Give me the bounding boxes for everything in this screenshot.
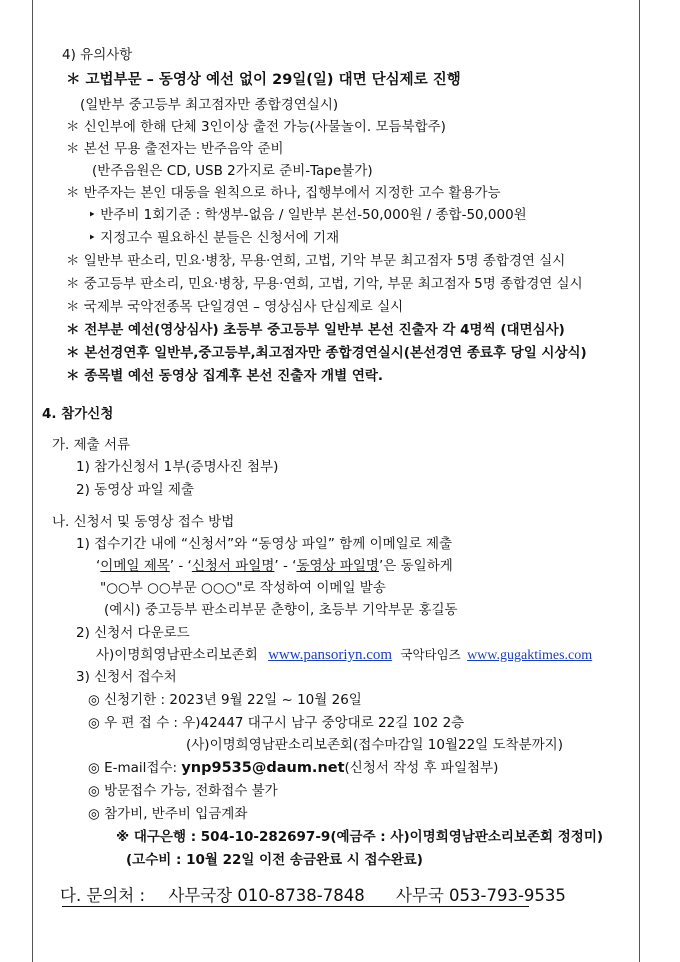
naming-quote: ‘ [96,558,101,574]
notes-heading: 4) 유의사항 [62,47,133,63]
mail-address: ◎ 우 편 접 수 : 우)42447 대구시 남구 중앙대로 22길 102 2층 [88,715,465,731]
naming-separator: ’ - ‘ [169,558,192,574]
office-head-phone: 사무국장 010-8738-7848 [168,886,365,905]
visit-info: ◎ 방문접수 가능, 전화접수 불가 [88,783,278,799]
deadline: ◎ 신청기한 : 2023년 9월 22일 ~ 10월 26일 [88,692,362,708]
note-item: (반주음원은 CD, USB 2가지로 준비-Tape불가) [92,163,373,179]
download-org: 사)이명희영남판소리보존회 [96,647,258,663]
naming-separator: ’ - ‘ [274,558,297,574]
note-item: ＊ 일반부 판소리, 민요·병창, 무용·연희, 고법, 기악 부문 최고점자 5명 종합경연 실시 [66,253,566,269]
list-item: 2) 동영상 파일 제출 [76,482,195,498]
naming-example: (예시) 중고등부 판소리부문 춘향이, 초등부 기악부문 홍길동 [104,602,458,618]
naming-email-subject: 이메일 제목 [100,558,170,574]
mail-address-sub: (사)이명희영남판소리보존회(접수마감일 10월22일 도착분까지) [186,737,563,753]
note-item: ‣ 반주비 1회기준 : 학생부-없음 / 일반부 본선-50,000원 / 종합-50,000원 [88,207,527,223]
office-phone: 사무국 053-793-9535 [395,886,566,905]
contact-label: 다. 문의처 : [60,886,146,905]
note-item: ＊ 종목별 예선 동영상 집계후 본선 진출자 개별 연락. [66,368,384,384]
email-note: (신청서 작성 후 파일첨부) [344,760,499,776]
note-item: ＊ 신인부에 한해 단체 3인이상 출전 가능(사물놀이. 모듬북합주) [66,119,446,135]
naming-end: ’은 동일하게 [378,558,453,574]
note-item: ‣ 지정고수 필요하신 분들은 신청서에 기재 [88,230,340,246]
note-item: ＊ 반주자는 본인 대동을 원칙으로 하나, 집행부에서 지정한 고수 활용가능 [66,185,501,201]
bank-account: ※ 대구은행 : 504-10-282697-9(예금주 : 사)이명희영남판소리보존회 정정미) [116,829,604,845]
naming-video-filename: 동영상 파일명 [296,558,379,574]
note-item: ＊ 본선 무용 출전자는 반주음악 준비 [66,141,284,157]
note-item: ＊ 국제부 국악전종목 단일경연 – 영상심사 단심제로 실시 [66,299,404,315]
section-title: 4. 참가신청 [42,406,114,422]
contact-underline [62,906,529,907]
email-address[interactable]: ynp9535@daum.net [181,760,345,776]
note-item: ＊ 중고등부 판소리, 민요·병창, 무용·연희, 고법, 기악, 부문 최고점자 5명 종합경연 실시 [66,276,583,292]
pansoriyn-link[interactable]: www.pansoriyn.com [268,647,393,663]
note-item: ＊ 전부분 예선(영상심사) 초등부 중고등부 일반부 본선 진출자 각 4명씩 (대면심사) [66,322,565,338]
note-item: (일반부 중고등부 최고점자만 종합경연실시) [80,97,339,113]
subsection-title: 가. 제출 서류 [52,437,131,453]
fee-info: ◎ 참가비, 반주비 입금계좌 [88,806,248,822]
subsection-title: 나. 신청서 및 동영상 접수 방법 [52,514,235,530]
contact-line [60,884,566,908]
list-item: 1) 참가신청서 1부(증명사진 첨부) [76,459,279,475]
naming-format: "○○부 ○○부문 ○○○"로 작성하여 이메일 발송 [100,580,386,596]
naming-form-filename: 신청서 파일명 [191,558,275,574]
email-label: ◎ E-mail접수: [88,760,182,776]
gugaktimes-link[interactable]: www.gugaktimes.com [467,648,593,663]
list-item: 3) 신청서 접수처 [76,669,177,685]
list-item: 1) 접수기간 내에 “신청서”와 “동영상 파일” 함께 이메일로 제출 [76,536,453,552]
download-org2: 국악타임즈 [400,647,461,662]
download-line [96,645,592,666]
list-item: 2) 신청서 다운로드 [76,625,190,641]
email-line [88,758,498,778]
note-item: ＊ 고법부문 – 동영상 예선 없이 29일(일) 대면 단심제로 진행 [66,72,461,88]
note-item: ＊ 본선경연후 일반부,중고등부,최고점자만 종합경연실시(본선경연 종료후 당일 시상식) [66,345,587,361]
accompanist-fee: (고수비 : 10월 22일 이전 송금완료 시 접수완료) [126,852,423,868]
naming-rule [96,556,453,576]
